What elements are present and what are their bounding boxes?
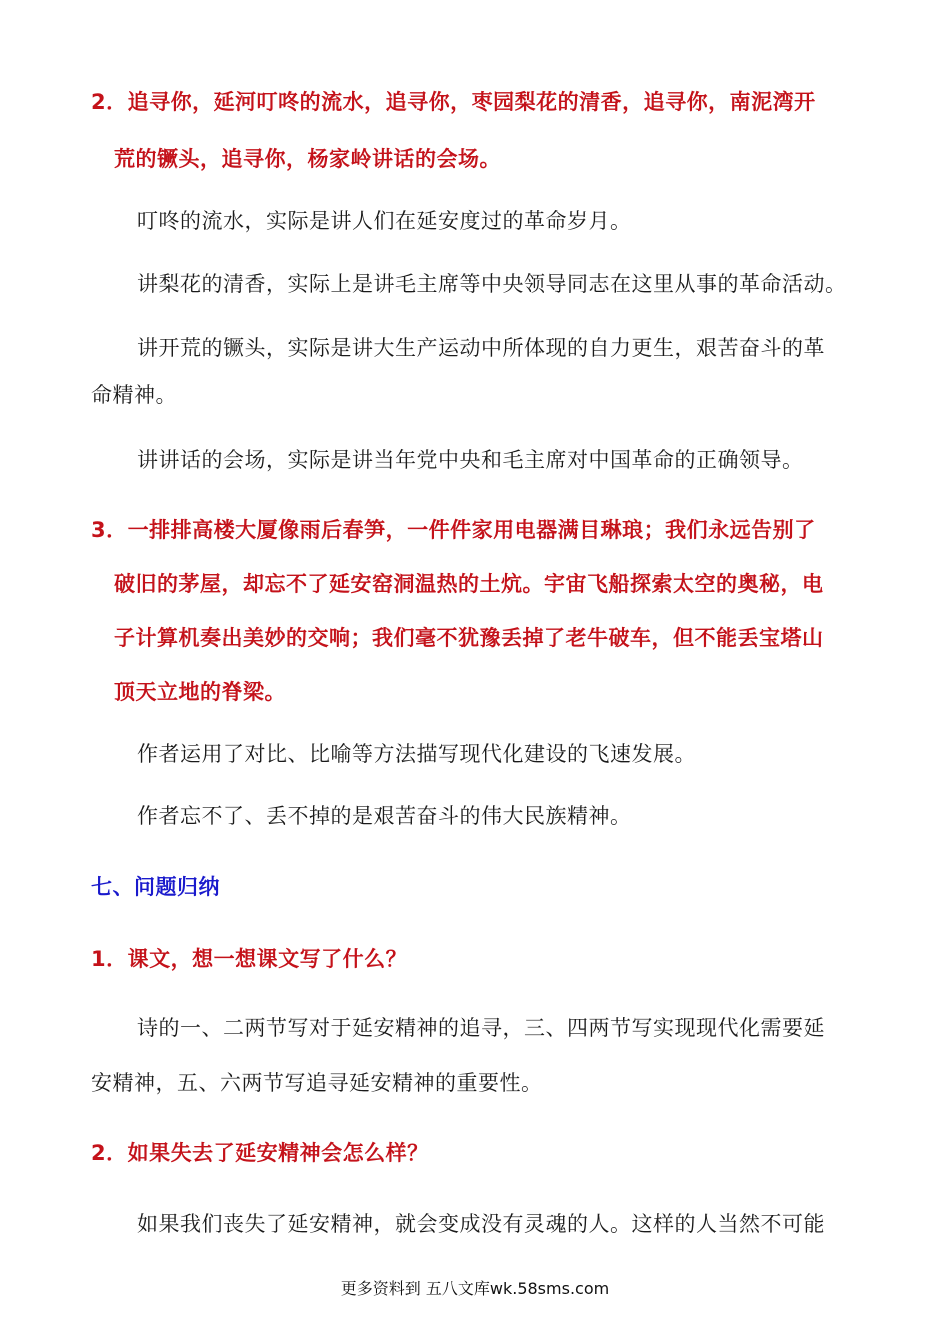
answer-2-para-2-text: 讲梨花的清香，实际上是讲毛主席等中央领导同志在这里从事的革命活动。 [137, 272, 847, 296]
question-3-line-1: 3．一排排高楼大厦像雨后春笋，一件件家用电器满目琳琅；我们永远告别了 [91, 518, 816, 542]
question-3-line-2: 破旧的茅屋，却忘不了延安窑洞温热的土炕。宇宙飞船探索太空的奥秘，电 [114, 572, 824, 596]
question-2-line-2: 荒的镢头，追寻你，杨家岭讲话的会场。 [114, 147, 501, 171]
question-3 [91, 503, 871, 719]
answer-3-para-2 [137, 788, 632, 845]
question-3-line-4: 顶天立地的脊梁。 [114, 680, 286, 704]
section-7-answer-2 [137, 1196, 825, 1253]
answer-2-para-4 [137, 432, 804, 489]
answer-3-para-2-text: 作者忘不了、丢不掉的是艰苦奋斗的伟大民族精神。 [137, 804, 632, 828]
answer-3-para-1 [137, 726, 696, 783]
answer-2-para-3-line-1: 讲开荒的镢头，实际是讲大生产运动中所体现的自力更生，艰苦奋斗的革 [137, 336, 825, 360]
footer-watermark: 更多资料到 五八文库wk.58sms.com [340, 1279, 610, 1298]
section-7-answer-1-line-2: 安精神，五、六两节写追寻延安精神的重要性。 [91, 1071, 543, 1095]
section-7-heading [91, 859, 220, 916]
section-7-answer-1-line-1: 诗的一、二两节写对于延安精神的追寻，三、四两节写实现现代化需要延 [137, 1016, 825, 1040]
answer-2-para-3-line-2: 命精神。 [91, 383, 177, 407]
section-7-question-1-text: 1．课文，想一想课文写了什么？ [91, 947, 408, 971]
answer-2-para-2 [137, 256, 847, 313]
section-7-answer-2-text: 如果我们丧失了延安精神，就会变成没有灵魂的人。这样的人当然不可能 [137, 1212, 825, 1236]
question-3-line-3: 子计算机奏出美妙的交响；我们毫不犹豫丢掉了老牛破车，但不能丢宝塔山 [114, 626, 824, 650]
answer-2-para-1-text: 叮咚的流水，实际是讲人们在延安度过的革命岁月。 [137, 209, 632, 233]
section-7-question-2-text: 2．如果失去了延安精神会怎么样？ [91, 1141, 429, 1165]
answer-2-para-1 [137, 193, 632, 250]
section-7-question-2 [91, 1125, 429, 1182]
section-7-heading-text: 七、问题归纳 [91, 875, 220, 899]
answer-2-para-3 [91, 320, 871, 424]
section-7-question-1 [91, 931, 407, 988]
answer-3-para-1-text: 作者运用了对比、比喻等方法描写现代化建设的飞速发展。 [137, 742, 696, 766]
question-2 [91, 74, 871, 188]
section-7-answer-1 [91, 1000, 871, 1112]
answer-2-para-4-text: 讲讲话的会场，实际是讲当年党中央和毛主席对中国革命的正确领导。 [137, 448, 804, 472]
question-2-line-1: 2．追寻你，延河叮咚的流水，追寻你，枣园梨花的清香，追寻你，南泥湾开 [91, 90, 816, 114]
